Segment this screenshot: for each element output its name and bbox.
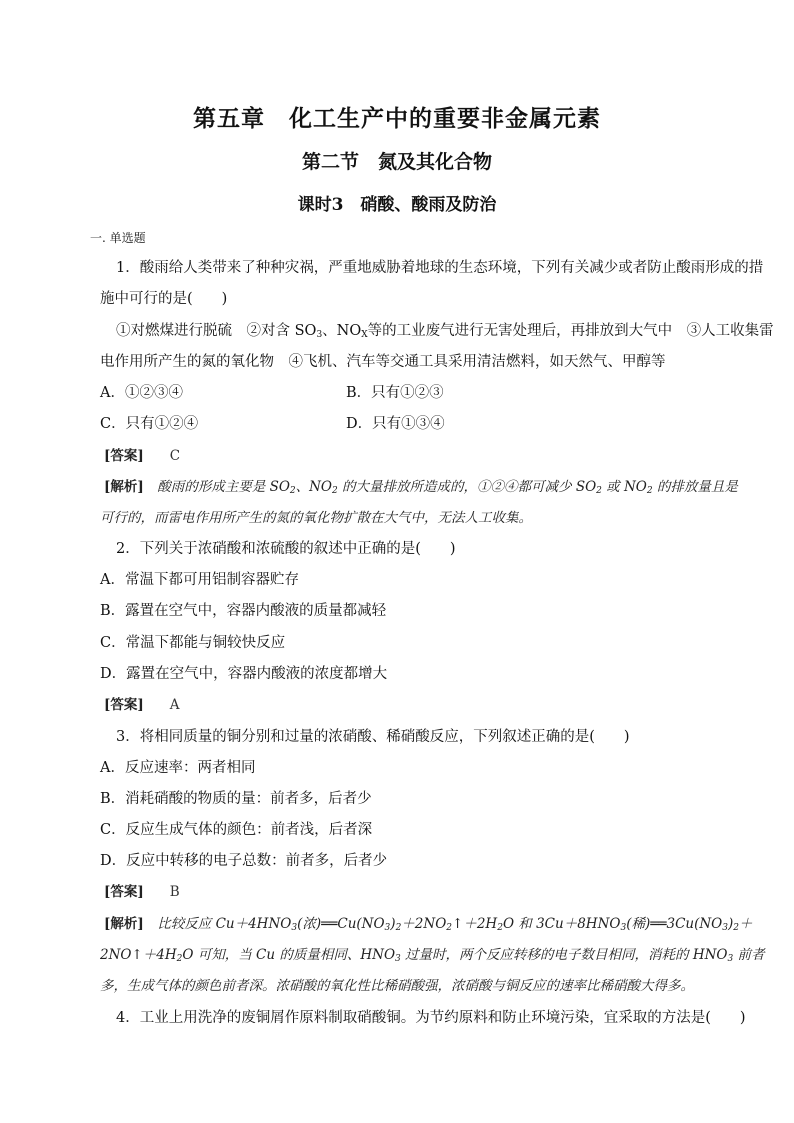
chapter-title: 第五章 化工生产中的重要非金属元素 xyxy=(193,105,601,132)
lesson-title: 课时3 硝酸、酸雨及防治 xyxy=(297,195,497,215)
q3-analysis-line-1: [解析] 比较反应 $Cu+4HNO_3$(浓)$══Cu(NO_3)_2+2NO_2↑+2H_2O$ 和 $3Cu+8HNO_3$(稀)$══3Cu(NO_3)_2+$ xyxy=(104,916,753,933)
q1-option-c: C．只有①②④ xyxy=(100,416,199,432)
q3-analysis-line-2: $2NO↑+4H_2O$ 可知，当 Cu 的质量相同、$HNO_3$ 过量时，两个反应转移的电子数目相同，消耗的 $HNO_3$ 前者 xyxy=(100,947,765,964)
q4-stem: 4．工业上用洗净的废铜屑作原料制取硝酸铜。为节约原料和防止环境污染，宜采取的方法是( ) xyxy=(116,1010,746,1026)
q2-option-c: C．常温下都能与铜较快反应 xyxy=(100,635,286,651)
q3-option-b: B．消耗硝酸的物质的量：前者多，后者少 xyxy=(100,791,372,807)
q1-stem-line-2: 施中可行的是( ) xyxy=(100,291,228,307)
q1-answer: [答案] C xyxy=(104,448,181,464)
q1-statements-line-1: ①对燃煤进行脱硫 ②对含 $SO_3$、$NO_X$等的工业废气进行无害处理后，再排放到大气中 ③人工收集雷 xyxy=(116,323,774,340)
q3-answer: [答案] B xyxy=(104,884,180,900)
q3-option-d: D．反应中转移的电子总数：前者多，后者少 xyxy=(100,853,388,869)
q1-analysis-line-1: [解析] 酸雨的形成主要是 $SO_2$、$NO_2$ 的大量排放所造成的，①②④都可减少 $SO_2$ 或 $NO_2$ 的排放量且是 xyxy=(104,479,738,496)
section-title: 第二节 氮及其化合物 xyxy=(301,151,492,173)
q1-stem-line-1: 1．酸雨给人类带来了种种灾祸，严重地威胁着地球的生态环境，下列有关减少或者防止酸雨形成的措 xyxy=(116,260,764,276)
q1-option-b: B．只有①②③ xyxy=(346,385,444,401)
q3-option-a: A．反应速率：两者相同 xyxy=(100,760,256,776)
section-label: 一. 单选题 xyxy=(90,231,146,245)
q1-option-d: D．只有①③④ xyxy=(346,416,445,432)
q3-option-c: C．反应生成气体的颜色：前者浅，后者深 xyxy=(100,822,373,838)
q1-analysis-line-2: 可行的，而雷电作用所产生的氮的氧化物扩散在大气中，无法人工收集。 xyxy=(100,510,532,526)
q2-option-a: A．常温下都可用铝制容器贮存 xyxy=(100,572,299,588)
q1-statements-line-2: 电作用所产生的氮的氧化物 ④飞机、汽车等交通工具采用清洁燃料，如天然气、甲醇等 xyxy=(100,354,666,370)
q2-stem: 2．下列关于浓硝酸和浓硫酸的叙述中正确的是( ) xyxy=(116,541,456,557)
q3-stem: 3．将相同质量的铜分别和过量的浓硝酸、稀硝酸反应，下列叙述正确的是( ) xyxy=(116,729,630,745)
q2-option-d: D．露置在空气中，容器内酸液的浓度都增大 xyxy=(100,666,388,682)
q1-option-a: A．①②③④ xyxy=(100,385,183,401)
q2-option-b: B．露置在空气中，容器内酸液的质量都减轻 xyxy=(100,603,387,619)
q3-analysis-line-3: 多，生成气体的颜色前者深。浓硝酸的氧化性比稀硝酸强，浓硝酸与铜反应的速率比稀硝酸大得多。 xyxy=(100,978,694,994)
q2-answer: [答案] A xyxy=(104,697,180,713)
